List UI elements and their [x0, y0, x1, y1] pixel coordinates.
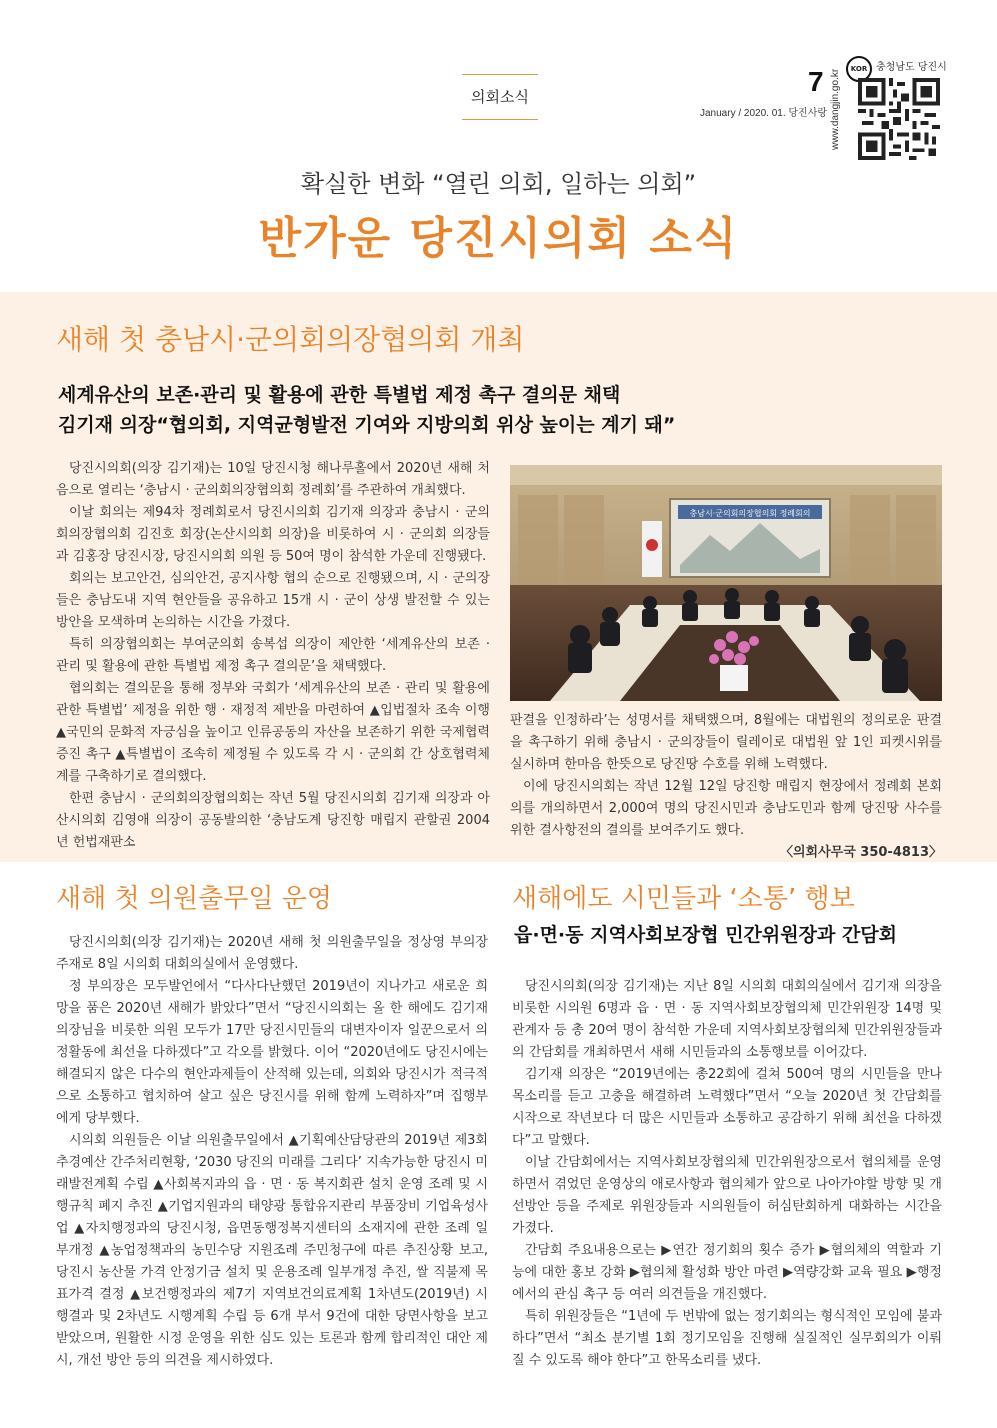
article3-paragraph: 김기재 의장은 “2019년에는 총22회에 걸쳐 500여 명의 시민들을 만나 목소리를 듣고 고충을 해결하려 노력했다”면서 “오늘 2020년 첫 간담회를 시작으로 작년보다 더 많은 시민들과 소통하고 공감하기 위해 최선을 다하겠다”고 말했다.	[512, 1067, 942, 1148]
article1-paragraph: 판결을 인정하라’는 성명서를 채택했으며, 8월에는 대법원의 정의로운 판결을 촉구하기 위해 충남시 · 군의장들이 릴레이로 대법원 앞 1인 피켓시위를 실시하며 한마음 한뜻으로 당진땅 수호를 위해 노력했다.	[510, 713, 942, 772]
article1-paragraph: 협의회는 결의문을 통해 정부와 국회가 ‘세계유산의 보존 · 관리 및 활용에 관한 특별법’ 제정을 위한 행 · 재정적 제반을 마련하여 ▲입법절차 조속 이행 ▲국민의 문화적 자긍심을 높이고 인류공동의 자산을 보존하기 위한 국제협력 증진 촉구 ▲특별법이 조속히 제정될 수 있도록 각 시 · 군의회 간 상호협력체계를 구축하기로 결의했다.	[56, 681, 490, 784]
article2-paragraph: 당진시의회(의장 김기재)는 2020년 새해 첫 의원출무일을 정상영 부의장 주재로 8일 시의회 대회의실에서 운영했다.	[56, 935, 488, 972]
article1-paragraph: 특히 의장협의회는 부여군의회 송복섭 의장이 제안한 ‘세계유산의 보존 · 관리 및 활용에 관한 특별법 제정 촉구 결의문’을 채택했다.	[56, 637, 490, 674]
article1-paragraph: 한편 충남시 · 군의회의장협의회는 작년 5월 당진시의회 김기재 의장과 아산시의회 김영애 의장이 공동발의한 ‘충남도계 당진항 매립지 관할권 2004년 헌법재판소	[56, 791, 490, 850]
page-number: 7	[808, 66, 824, 97]
article3-column	[512, 976, 942, 1372]
article2-column	[56, 932, 488, 1372]
article1-signoff: 〈의회사무국 350-4813〉	[779, 845, 942, 860]
article1-paragraph: 회의는 보고안건, 심의안건, 공지사항 협의 순으로 진행됐으며, 시 · 군의장들은 충남도내 지역 현안들을 공유하고 15개 시 · 군이 상생 발전할 수 있는 방안을 모색하며 논의하는 시간을 가졌다.	[56, 571, 490, 630]
article3-paragraph: 이날 간담회에서는 지역사회보장협의체 민간위원장으로서 협의체를 운영하면서 겪었던 운영상의 애로사항과 협의체가 앞으로 나아가야할 방향 및 개선방안 등을 주제로 위원장들과 시의원들이 허심탄회하게 대화하는 시간을 가졌다.	[512, 1155, 942, 1236]
article1-title: 새해 첫 충남시·군의회의장협의회 개최	[56, 323, 525, 356]
issue-line: January / 2020. 01. 당진사랑	[700, 108, 828, 119]
article3-title: 새해에도 시민들과 ‘소통’ 행보	[512, 884, 855, 914]
kor-seal-icon: KOR	[846, 56, 872, 82]
qr-code-icon[interactable]	[858, 78, 940, 160]
article2-title: 새해 첫 의원출무일 운영	[56, 884, 332, 914]
article3-paragraph: 당진시의회(의장 김기재)는 지난 8일 시의회 대회의실에서 김기재 의장을 비롯한 시의원 6명과 읍 · 면 · 동 지역사회보장협의체 민간위원장 14명 및 관계자 등 총 20여 명이 참석한 가운데 지역사회보장협의체 민간위원장들과의 간담회를 개최하면서 새해 시민들과의 소통행보를 이어갔다.	[512, 979, 942, 1060]
headline-title: 반가운 당진시의회 소식	[258, 213, 739, 264]
city-name: 충청남도 당진시	[876, 62, 947, 73]
article1-deck-line2: 김기재 의장“협의회, 지역균형발전 기여와 지방의회 위상 높이는 계기 돼”	[58, 414, 676, 436]
article3-paragraph: 특히 위원장들은 “1년에 두 번밖에 없는 정기회의는 형식적인 모임에 불과하다”면서 “최소 분기별 1회 정기모임을 진행해 실질적인 실무회의가 이뤄질 수 있도록 해야 한다”고 한목소리를 냈다.	[512, 1309, 942, 1368]
article3-paragraph: 간담회 주요내용으로는 ▶연간 정기회의 횟수 증가 ▶협의체의 역할과 기능에 대한 홍보 강화 ▶협의체 활성화 방안 마련 ▶역량강화 교육 필요 ▶행정에서의 관심 촉구 등 여러 의견들을 개진했다.	[512, 1243, 942, 1302]
photo-banner-text: 충남시·군의회의장협의회 정례회의	[689, 509, 811, 518]
article2-paragraph: 시의회 의원들은 이날 의원출무일에서 ▲기획예산담당관의 2019년 제3회 추경예산 간주처리현황, ‘2030 당진의 미래를 그리다’ 지속가능한 당진시 미래발전계획 수립 ▲사회복지과의 읍 · 면 · 동 복지회관 설치 운영 조례 및 시행규칙 폐지 추진 ▲기업지원과의 태양광 통합유지관리 부품장비 기업육성사업 ▲자치행정과의 당진시청, 읍면동행정복지센터의 소재지에 관한 조례 일부개정 ▲농업정책과의 농민수당 지원조례 주민청구에 따른 추진상황 보고, 당진시 농산물 가격 안정기금 설치 및 운용조례 일부개정 추진, 쌀 직불제 목표가격 결정 ▲보건행정과의 제7기 지역보건의료계획 1차년도(2019년) 시행결과 및 2차년도 시행계획 수립 등 6개 부서 9건에 대한 당면사항을 보고 받았으며, 원활한 시정 운영을 위한 심도 있는 토론과 함께 합리적인 대안 제시, 개선 방안 등의 의견을 제시하였다.	[56, 1133, 488, 1368]
article1-deck	[58, 380, 675, 440]
article3-deck: 읍·면·동 지역사회보장협 민간위원장과 간담회	[514, 924, 898, 946]
article2-paragraph: 정 부의장은 모두발언에서 “다사다난했던 2019년이 지나가고 새로운 희망을 품은 2020년 새해가 밝았다”면서 “당진시의회는 올 한 해에도 김기재 의장님을 비롯한 의원 모두가 17만 당진시민들의 대변자이자 일꾼으로서 의정활동에 최선을 다하겠다”고 각오를 밝혔다. 이어 “2020년에도 당진시에는 해결되지 않은 다수의 현안과제들이 산적해 있는데, 의회와 당진시가 적극적으로 소통하고 협치하여 살고 싶은 당진시를 위해 함께 노력하자”며 집행부에게 당부했다.	[56, 979, 488, 1126]
headline-subtitle: 확실한 변화 “열린 의회, 일하는 의회”	[300, 170, 697, 198]
article1-left-column	[56, 458, 490, 854]
side-url[interactable]: www.dangjin.go.kr	[830, 68, 841, 150]
article1-deck-line1: 세계유산의 보존·관리 및 활용에 관한 특별법 제정 촉구 결의문 채택	[58, 384, 621, 406]
article1-paragraph: 이에 당진시의회는 작년 12월 12일 당진항 매립지 현장에서 정례회 본회의를 개의하면서 2,000여 명의 당진시민과 충남도민과 함께 당진땅 사수를 위한 결사항전의 결의를 보여주기도 했다.	[510, 779, 942, 838]
meeting-photo	[510, 465, 942, 701]
article1-right-column	[510, 710, 942, 864]
article1-paragraph: 이날 회의는 제94차 정례회로서 당진시의회 김기재 의장과 충남시 · 군의회의장협의회 김진호 회장(논산시의회 의장)을 비롯하여 시 · 군의회 의장들과 김홍장 당진시장, 당진시의회 의원 등 50여 명이 참석한 가운데 진행됐다.	[56, 505, 490, 564]
article1-paragraph: 당진시의회(의장 김기재)는 10일 당진시청 해나루홀에서 2020년 새해 처음으로 열리는 ‘충남시 · 군의회의장협의회 정례회’를 주관하여 개최했다.	[56, 461, 490, 498]
section-tag: 의회소식	[462, 74, 538, 120]
